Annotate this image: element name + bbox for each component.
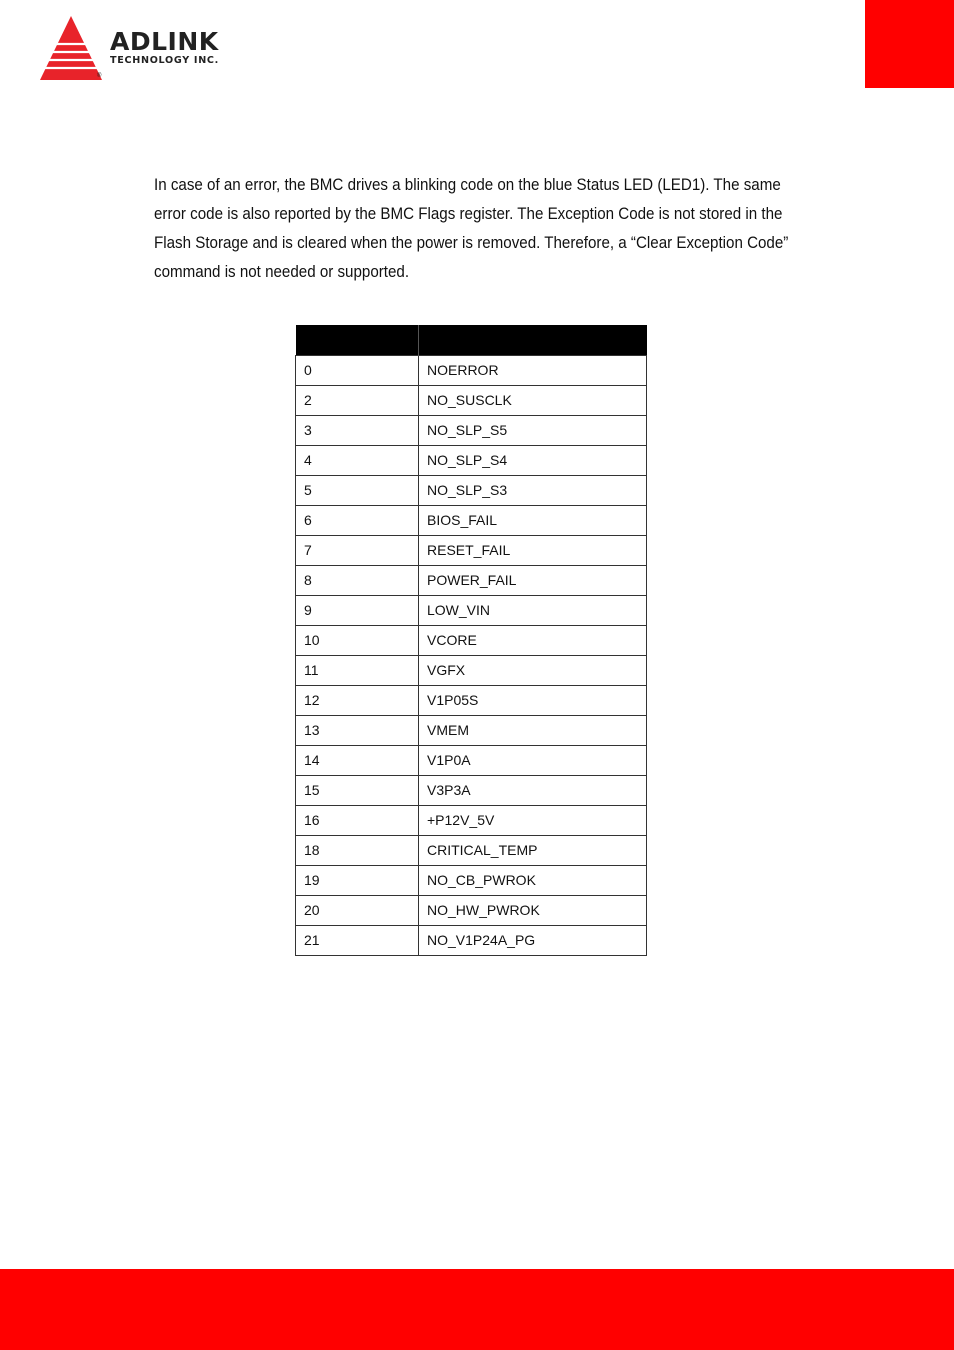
- exception-code-cell: 10: [296, 626, 419, 656]
- table-row: [296, 836, 647, 866]
- table-row: [296, 626, 647, 656]
- brand-tagline: TECHNOLOGY INC.: [110, 55, 220, 66]
- exception-name-cell: VMEM: [419, 716, 647, 746]
- exception-code-cell: 3: [296, 416, 419, 446]
- registered-mark: ®: [97, 73, 102, 79]
- intro-paragraph: In case of an error, the BMC drives a blinking code on the blue Status LED (LED1). The same error code is also reported by the BMC Flags register. The Exception Code is not stored in the Flash Storage and is cleared when the power is removed. Therefore, a “Clear Exception Code” command is not needed or supported.: [154, 176, 789, 281]
- footer-band: [0, 1269, 954, 1350]
- exception-name-cell: VCORE: [419, 626, 647, 656]
- exception-name-cell: V1P05S: [419, 686, 647, 716]
- exception-name-cell: NO_SUSCLK: [419, 386, 647, 416]
- exception-code-cell: 11: [296, 656, 419, 686]
- exception-name-cell: V1P0A: [419, 746, 647, 776]
- exception-name-cell: NO_HW_PWROK: [419, 896, 647, 926]
- exception-code-cell: 4: [296, 446, 419, 476]
- header-name: [419, 325, 647, 356]
- exception-name-cell: BIOS_FAIL: [419, 506, 647, 536]
- exception-code-cell: 5: [296, 476, 419, 506]
- exception-code-cell: 15: [296, 776, 419, 806]
- exception-name-cell: NO_CB_PWROK: [419, 866, 647, 896]
- exception-name-cell: NO_V1P24A_PG: [419, 926, 647, 956]
- exception-code-cell: 19: [296, 866, 419, 896]
- exception-code-cell: 13: [296, 716, 419, 746]
- table-row: [296, 476, 647, 506]
- exception-name-cell: NOERROR: [419, 356, 647, 386]
- exception-name-cell: +P12V_5V: [419, 806, 647, 836]
- table-row: [296, 386, 647, 416]
- adlink-triangle-icon: [38, 14, 104, 82]
- exception-name-cell: NO_SLP_S4: [419, 446, 647, 476]
- exception-name-cell: LOW_VIN: [419, 596, 647, 626]
- table-row: [296, 776, 647, 806]
- table-row: [296, 506, 647, 536]
- brand-name: ADLINK: [110, 27, 219, 56]
- exception-name-cell: VGFX: [419, 656, 647, 686]
- exception-code-cell: 20: [296, 896, 419, 926]
- table-row: [296, 746, 647, 776]
- exception-code-cell: 12: [296, 686, 419, 716]
- exception-code-cell: 2: [296, 386, 419, 416]
- exception-name-cell: NO_SLP_S5: [419, 416, 647, 446]
- table-row: [296, 926, 647, 956]
- exception-name-cell: CRITICAL_TEMP: [419, 836, 647, 866]
- table-row: [296, 536, 647, 566]
- table-row: [296, 356, 647, 386]
- exception-code-cell: 16: [296, 806, 419, 836]
- table-header-row: [296, 325, 647, 356]
- exception-code-cell: 6: [296, 506, 419, 536]
- exception-name-cell: RESET_FAIL: [419, 536, 647, 566]
- table-body: [296, 356, 647, 956]
- table-row: [296, 446, 647, 476]
- table-row: [296, 806, 647, 836]
- adlink-logo: [38, 14, 258, 86]
- header-code: [296, 325, 419, 356]
- table-row: [296, 416, 647, 446]
- exception-name-cell: V3P3A: [419, 776, 647, 806]
- exception-name-cell: NO_SLP_S3: [419, 476, 647, 506]
- exception-code-cell: 18: [296, 836, 419, 866]
- table-row: [296, 896, 647, 926]
- exception-code-cell: 0: [296, 356, 419, 386]
- exception-code-cell: 21: [296, 926, 419, 956]
- exception-code-cell: 7: [296, 536, 419, 566]
- table-row: [296, 866, 647, 896]
- exception-code-cell: 9: [296, 596, 419, 626]
- corner-tab: [865, 0, 954, 88]
- table-row: [296, 686, 647, 716]
- exception-name-cell: POWER_FAIL: [419, 566, 647, 596]
- exception-code-cell: 8: [296, 566, 419, 596]
- table-row: [296, 566, 647, 596]
- exception-code-cell: 14: [296, 746, 419, 776]
- table-row: [296, 716, 647, 746]
- exception-code-table: [295, 325, 647, 956]
- table-row: [296, 656, 647, 686]
- table-row: [296, 596, 647, 626]
